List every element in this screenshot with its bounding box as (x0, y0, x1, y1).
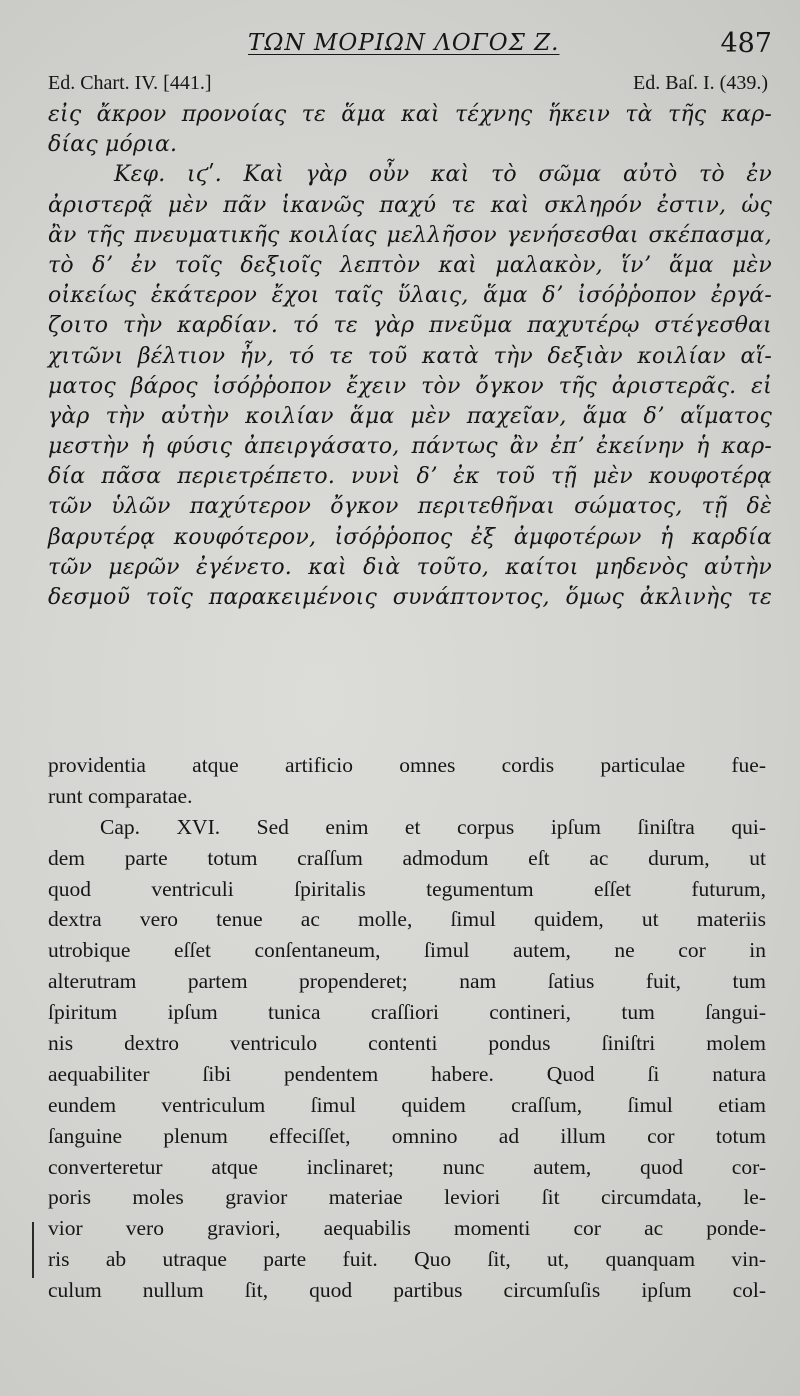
greek-line: οἰκείως ἑκάτερον ἔχοι ταῖς ὕλαις, ἅμα δʼ ἰσόῤῥοπον ἐργά- (48, 283, 772, 309)
latin-line: utrobique eſſet conſentaneum, ſimul autem, ne cor in (48, 938, 766, 963)
greek-line: μεστὴν ἡ φύσις ἀπειργάσατο, πάντως ἂν ἐπʼ ἐκείνην ἡ καρ- (48, 434, 772, 460)
greek-text-block (48, 100, 772, 613)
latin-line: runt comparatae. (48, 783, 193, 808)
latin-line: providentia atque artificio omnes cordis particulae fue- (48, 753, 766, 777)
greek-line: ἂν τῆς πνευματικῆς κοιλίας μελλῆσον γενήσεσθαι σκέπασμα, (48, 222, 772, 248)
latin-line: alterutram partem propenderet; nam ſatius fuit, tum (48, 969, 766, 994)
greek-line: τῶν μερῶν ἐγένετο. καὶ διὰ τοῦτο, καίτοι μηδενὸς αὐτὴν (48, 554, 772, 580)
latin-line: dextra vero tenue ac molle, ſimul quidem, ut materiis (48, 907, 766, 932)
latin-line: culum nullum ſit, quod partibus circumſuſis ipſum col- (48, 1278, 766, 1303)
latin-line: nis dextro ventriculo contenti pondus ſiniſtri molem (48, 1031, 766, 1056)
greek-line: δία πᾶσα περιετρέπετο. νυνὶ δʼ ἐκ τοῦ τῇ μὲν κουφοτέρᾳ (48, 464, 772, 490)
running-title: ΤΩΝ ΜΟΡΙΩΝ ΛΟΓΟΣ Ζ. (248, 30, 560, 56)
latin-line: vior vero graviori, aequabilis momenti cor ac ponde- (48, 1216, 766, 1241)
latin-line: ſpiritum ipſum tunica craſſiori contineri, tum ſangui- (48, 1000, 766, 1025)
latin-line: poris moles gravior materiae leviori ſit circumdata, le- (48, 1185, 766, 1210)
greek-line: τὸ δʼ ἐν τοῖς δεξιοῖς λεπτὸν καὶ μαλακὸν, ἵνʼ ἅμα μὲν (48, 252, 772, 278)
greek-line: εἰς ἄκρον προνοίας τε ἅμα καὶ τέχνης ἥκειν τὰ τῆς καρ- (48, 102, 772, 127)
latin-line: Cap. XVI. Sed enim et corpus ipſum ſiniſtra qui- (100, 814, 766, 839)
greek-line: ἀριστερᾷ μὲν πᾶν ἱκανῶς παχύ τε καὶ σκληρόν ἐστιν, ὡς (48, 192, 772, 218)
greek-line: χιτῶνι βέλτιον ἦν, τό τε τοῦ κατὰ τὴν δεξιὰν κοιλίαν αἵ- (48, 343, 772, 369)
latin-line: quod ventriculi ſpiritalis tegumentum eſſet futurum, (48, 876, 766, 901)
greek-line: Κεφ. ιϛʹ. Καὶ γὰρ οὖν καὶ τὸ σῶμα αὐτὸ τὸ ἐν (114, 162, 772, 188)
greek-line: γὰρ τὴν αὐτὴν κοιλίαν ἅμα μὲν παχεῖαν, ἅμα δʼ αἵματος (48, 403, 772, 429)
edition-reference-right: Ed. Baſ. I. (439.) (633, 72, 768, 94)
greek-line: ματος βάρος ἰσόῤῥοπον ἔχειν τὸν ὄγκον τῆς ἀριστερᾶς. εἰ (48, 373, 772, 399)
latin-line: ris ab utraque parte fuit. Quo ſit, ut, quanquam vin- (48, 1247, 766, 1272)
greek-line: τῶν ὑλῶν παχύτερον ὄγκον περιτεθῆναι σώματος, τῇ δὲ (48, 494, 772, 520)
latin-line: eundem ventriculum ſimul quidem craſſum, ſimul etiam (48, 1092, 766, 1117)
margin-mark (32, 1222, 34, 1278)
latin-line: converteretur atque inclinaret; nunc autem, quod cor- (48, 1154, 766, 1179)
edition-reference-left: Ed. Chart. IV. [441.] (48, 72, 212, 94)
greek-line: δεσμοῦ τοῖς παρακειμένοις συνάπτοντος, ὅμως ἀκλινὴς τε (48, 585, 772, 610)
page-number: 487 (720, 28, 772, 59)
latin-line: ſanguine plenum effeciſſet, omnino ad illum cor totum (48, 1123, 766, 1148)
latin-text-block (48, 750, 766, 1306)
greek-line: βαρυτέρᾳ κουφότερον, ἰσόῤῥοπος ἐξ ἀμφοτέρων ἡ καρδία (48, 524, 772, 550)
running-head (0, 28, 800, 68)
greek-line: δίας μόρια. (48, 132, 178, 158)
latin-line: dem parte totum craſſum admodum eſt ac durum, ut (48, 845, 766, 870)
latin-line: aequabiliter ſibi pendentem habere. Quod ſi natura (48, 1061, 766, 1086)
greek-line: ζοιτο τὴν καρδίαν. τό τε γὰρ πνεῦμα παχυτέρῳ στέγεσθαι (48, 313, 772, 339)
